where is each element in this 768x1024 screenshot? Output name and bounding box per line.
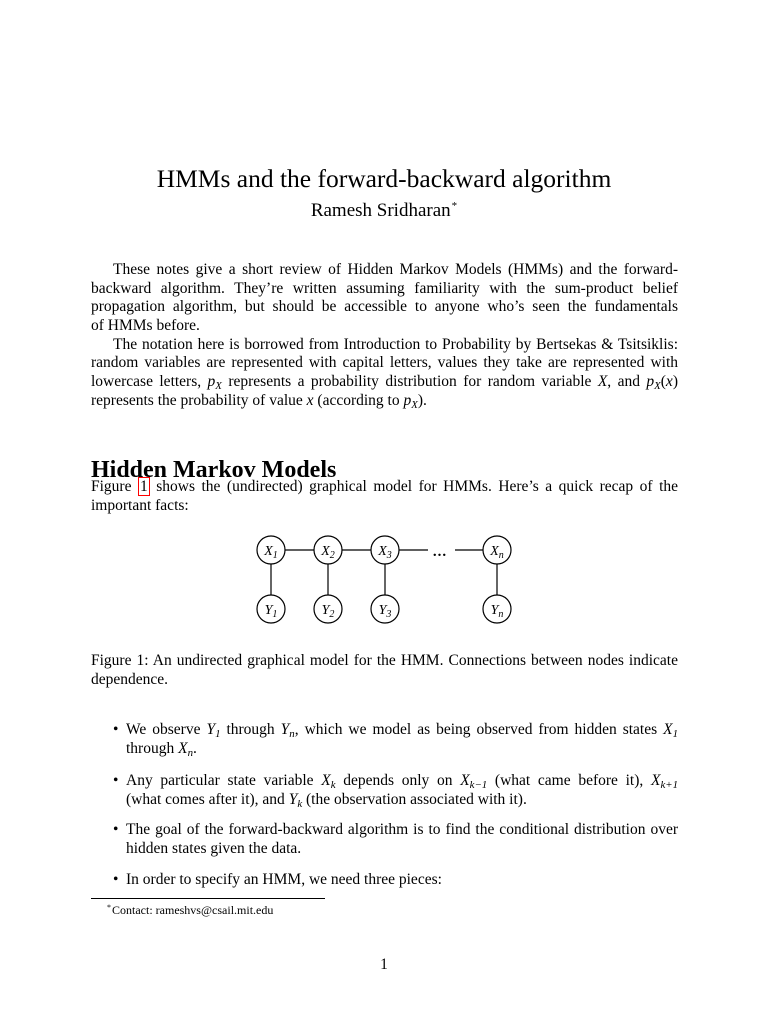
text-line: backward algorithm. They’re written assuming familiarity with the sum-product belief <box>91 279 678 297</box>
text-run: (what came before it), <box>487 772 651 789</box>
node-variable: Y <box>264 603 273 618</box>
text-run: through <box>220 721 281 738</box>
bullet-item <box>113 772 678 810</box>
bullet-marker: • <box>113 721 119 738</box>
node-variable: X <box>321 544 330 559</box>
math-subscript: 1 <box>672 728 679 741</box>
node-subscript: 3 <box>386 609 392 620</box>
node-subscript: 2 <box>329 550 335 561</box>
text-line: In order to specify an HMM, we need three pieces: <box>126 871 442 888</box>
abstract-paragraph <box>91 336 678 411</box>
node-subscript: 1 <box>272 550 278 561</box>
text-run: (the observation associated with it). <box>302 790 527 808</box>
node-subscript: 1 <box>272 609 278 620</box>
bullet-item <box>113 821 678 858</box>
text-run: shows the (undirected) graphical model for HMMs. Here’s a quick recap of the <box>149 478 679 495</box>
bullet-marker: • <box>113 871 119 888</box>
footnote-mark: * <box>107 903 111 912</box>
text-line <box>126 721 678 740</box>
text-run: Figure <box>91 478 138 495</box>
text-line: Figure 1: An undirected graphical model for the HMM. Connections between nodes indicate <box>91 652 678 669</box>
node-x3 <box>371 536 399 564</box>
math-symbol: X <box>597 373 608 391</box>
math-symbol: p <box>403 391 412 409</box>
math-subscript: k <box>297 797 303 810</box>
math-variable <box>289 791 302 808</box>
author-name: Ramesh Sridharan <box>310 200 451 221</box>
bullet-marker: • <box>113 772 119 789</box>
node-subscript: n <box>498 609 504 620</box>
math-symbol: x <box>665 373 673 391</box>
math-subscript: k+1 <box>660 779 678 792</box>
text-line: The notation here is borrowed from Introduction to Probability by Bertsekas & Tsitsiklis: <box>113 335 678 353</box>
text-run: Any particular state variable <box>126 772 322 789</box>
text-line <box>126 772 678 791</box>
math-symbol: X <box>321 772 331 789</box>
math-variable <box>646 373 661 393</box>
math-variable <box>460 772 488 792</box>
text-line: dependence. <box>91 670 169 688</box>
abstract-paragraph <box>91 261 678 336</box>
math-subscript: X <box>215 380 222 393</box>
text-run: lowercase letters, <box>91 373 208 391</box>
math-variable <box>403 391 418 412</box>
author-line <box>0 200 768 224</box>
math-subscript: k <box>330 779 336 792</box>
footnote-rule <box>91 898 325 899</box>
text-line: important facts: <box>91 496 189 514</box>
node-variable: Y <box>490 603 499 618</box>
math-symbol: X <box>650 772 661 789</box>
ellipsis: ... <box>432 544 448 560</box>
footnote-text: Contact: rameshvs@csail.mit.edu <box>112 903 274 917</box>
text-run: represents a probability distribution for random variable <box>221 373 598 391</box>
text-line: hidden states given the data. <box>126 839 302 857</box>
math-variable <box>206 721 221 741</box>
text-run: ) <box>672 373 678 391</box>
math-subscript: 1 <box>215 728 221 741</box>
math-variable <box>207 373 222 393</box>
math-variable <box>321 772 336 792</box>
node-y2 <box>314 595 342 623</box>
text-run: through <box>126 739 179 757</box>
node-variable: Y <box>321 603 330 618</box>
bullet-item <box>113 871 678 890</box>
section-intro-paragraph <box>91 478 678 515</box>
text-run: represents the probability of value <box>91 391 307 409</box>
text-line <box>91 373 678 392</box>
text-run: (according to <box>313 391 404 409</box>
math-subscript: n <box>289 728 295 741</box>
text-run: ( <box>660 373 666 391</box>
footnote <box>107 903 273 919</box>
document-title: HMMs and the forward-backward algorithm <box>156 164 612 194</box>
math-symbol: X <box>178 739 188 757</box>
text-line <box>91 392 678 411</box>
node-yn <box>483 595 511 623</box>
math-symbol: Y <box>206 721 216 738</box>
figure-ref-link[interactable]: 1 <box>139 478 148 495</box>
text-line: of HMMs before. <box>91 317 200 335</box>
figure-caption <box>91 652 678 689</box>
node-variable: X <box>264 544 273 559</box>
text-line: The goal of the forward-backward algorithm is to find the conditional distribution over <box>126 821 678 838</box>
math-variable <box>666 373 673 390</box>
math-subscript: X <box>654 380 661 393</box>
footnote-mark: * <box>451 200 458 212</box>
node-variable: X <box>378 544 387 559</box>
math-subscript: n <box>187 746 193 759</box>
node-subscript: n <box>498 550 504 561</box>
math-symbol: X <box>663 721 673 738</box>
node-x1 <box>257 536 285 564</box>
math-symbol: p <box>207 373 216 391</box>
math-variable <box>663 721 679 741</box>
text-run: (what comes after it), and <box>126 790 289 808</box>
bullet-item <box>113 721 679 759</box>
math-symbol: Y <box>280 721 290 738</box>
text-line <box>91 478 678 497</box>
text-run: ). <box>417 391 427 409</box>
node-y3 <box>371 595 399 623</box>
bullet-marker: • <box>113 821 119 838</box>
math-symbol: p <box>646 373 655 391</box>
text-line <box>126 791 678 810</box>
math-variable <box>650 772 678 792</box>
hmm-graphical-model <box>240 530 530 630</box>
math-symbol: X <box>460 772 470 789</box>
node-subscript: 2 <box>329 609 335 620</box>
text-line: propagation algorithm, but should be accessible to anyone who’s seen the fundamentals <box>91 298 678 316</box>
math-symbol: x <box>306 391 314 409</box>
math-variable <box>280 721 295 741</box>
math-symbol: Y <box>288 790 298 808</box>
section-heading: Hidden Markov Models <box>91 456 337 483</box>
math-variable <box>598 373 607 390</box>
math-subscript: k−1 <box>469 779 488 792</box>
text-run: We observe <box>126 721 207 738</box>
math-variable <box>178 740 193 757</box>
text-line: These notes give a short review of Hidden Markov Models (HMMs) and the forward- <box>113 261 678 278</box>
node-variable: Y <box>378 603 387 618</box>
math-subscript: X <box>411 399 418 412</box>
text-run: depends only on <box>335 772 461 789</box>
node-subscript: 3 <box>386 550 392 561</box>
node-xn <box>483 536 511 564</box>
text-run: . <box>192 739 197 757</box>
page-number: 1 <box>380 956 388 973</box>
math-variable <box>307 392 314 409</box>
text-run: , which we model as being observed from hidden states <box>294 721 664 738</box>
node-variable: X <box>490 544 499 559</box>
text-run: , and <box>607 373 647 391</box>
text-line: random variables are represented with capital letters, values they take are represented with <box>91 354 678 372</box>
node-x2 <box>314 536 342 564</box>
text-line <box>126 740 678 759</box>
node-y1 <box>257 595 285 623</box>
